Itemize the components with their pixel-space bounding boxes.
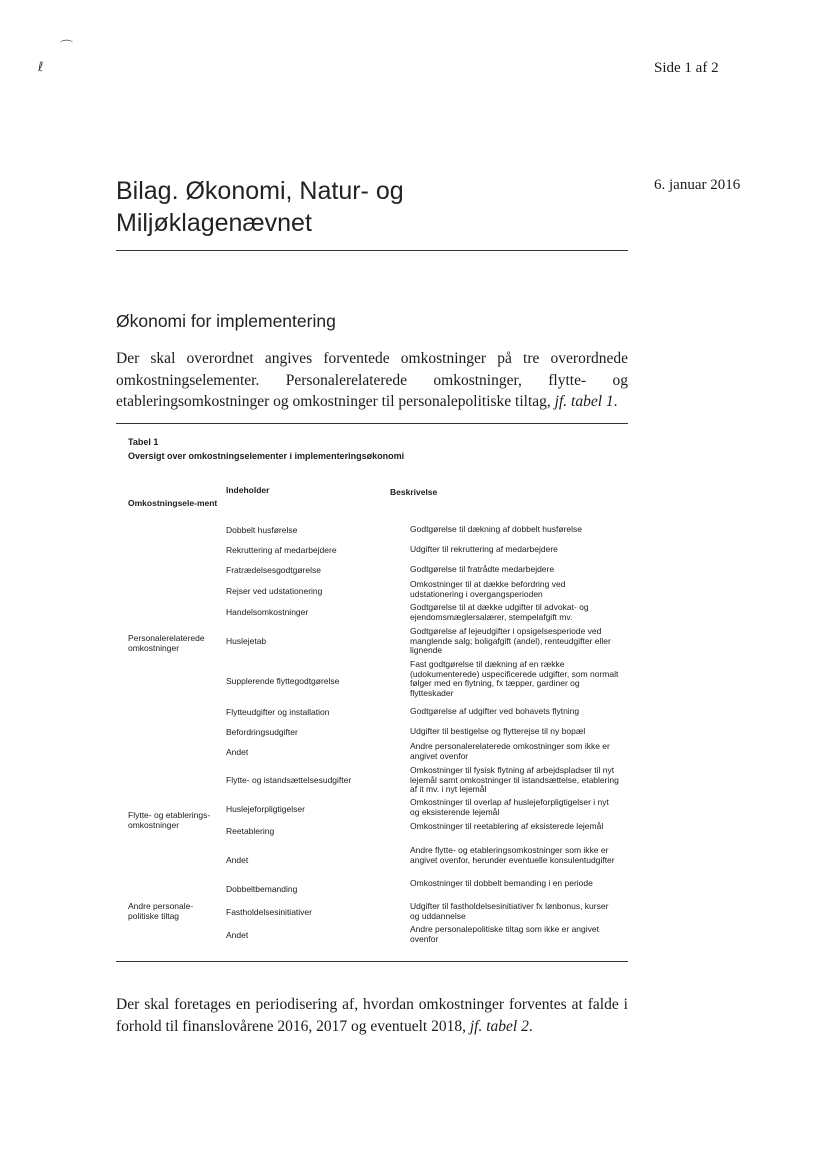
table-label: Tabel 1 bbox=[128, 437, 159, 447]
table-row-item: Dobbeltbemanding bbox=[226, 884, 298, 894]
group-label: Personalerelaterede omkostninger bbox=[128, 633, 205, 653]
table-row-item: Fastholdelsesinitiativer bbox=[226, 907, 312, 917]
intro-text: Der skal overordnet angives forventede omkostninger på tre overordnede omkostningselementer. Personalerelaterede omkostninger, flytte- og etableringsomkostninger og omkostninger til personalepolitiske tiltag, bbox=[116, 350, 628, 410]
divider bbox=[116, 250, 628, 251]
table-row-description: Godtgørelse til at dække udgifter til advokat- og ejendomsmæglersalærer, stempelafgift mv. bbox=[410, 602, 589, 622]
table-row-item: Huslejetab bbox=[226, 636, 267, 646]
outro-paragraph: Der skal foretages en periodisering af, hvordan omkostninger forventes at falde i forhold til finanslovårene 2016, 2017 og eventuelt 2018, jf. tabel 2. bbox=[116, 996, 628, 1035]
table-row-item: Reetablering bbox=[226, 826, 275, 836]
table-row-item: Rejser ved udstationering bbox=[226, 586, 323, 596]
column-header-cost-element: Omkostningsele-ment bbox=[128, 498, 218, 508]
table-row-item: Handelsomkostninger bbox=[226, 607, 309, 617]
table-caption: Oversigt over omkostningselementer i implementeringsøkonomi bbox=[128, 451, 405, 461]
scan-mark-top: ⌒ bbox=[60, 40, 74, 55]
table-row-item: Andet bbox=[226, 747, 249, 757]
table-top-rule bbox=[116, 423, 628, 424]
table-row-item: Supplerende flyttegodtgørelse bbox=[226, 676, 340, 686]
table-row-description: Omkostninger til overlap af huslejeforpligtigelser i nyt og eksisterende lejemål bbox=[410, 797, 609, 817]
page-title: Bilag. Økonomi, Natur- og Miljøklagenævnet bbox=[116, 177, 404, 237]
table-row-item: Befordringsudgifter bbox=[226, 727, 298, 737]
table-row-description: Udgifter til bestigelse og flytterejse til ny bopæl bbox=[410, 726, 586, 736]
table-row-description: Godtgørelse af udgifter ved bohavets flytning bbox=[410, 706, 580, 716]
table-row-description: Andre personalerelaterede omkostninger som ikke er angivet ovenfor bbox=[410, 741, 610, 761]
table-row-item: Flytteudgifter og installation bbox=[226, 707, 330, 717]
table-row-item: Dobbelt husførelse bbox=[226, 525, 298, 535]
table-row-item: Andet bbox=[226, 930, 249, 940]
page-number: Side 1 af 2 bbox=[654, 60, 719, 76]
table-row-item: Huslejeforpligtigelser bbox=[226, 804, 305, 814]
outro-reference: jf. tabel 2 bbox=[469, 1017, 529, 1035]
table-row-item: Andet bbox=[226, 855, 249, 865]
scan-mark-left: ℓ bbox=[38, 60, 44, 75]
intro-reference: jf. tabel 1 bbox=[554, 393, 614, 410]
group-label: Andre personale-politiske tiltag bbox=[128, 901, 194, 921]
intro-paragraph: Der skal overordnet angives forventede omkostninger på tre overordnede omkostningselementer. Personalerelaterede omkostninger, flytte- og etableringsomkostninger og omkostninger til personalepolitiske tiltag, jf. tabel 1. bbox=[116, 350, 628, 410]
document-date: 6. januar 2016 bbox=[654, 177, 741, 193]
table-row-item: Rekruttering af medarbejdere bbox=[226, 545, 337, 555]
column-header-contains: Indeholder bbox=[226, 485, 270, 495]
table-row-description: Omkostninger til reetablering af eksisterede lejemål bbox=[410, 821, 604, 831]
table-row-description: Fast godtgørelse til dækning af en række (udokumenterede) uspecificerede udgifter, som normalt følger med en flytning, fx tæpper, gardiner og flytteskader bbox=[410, 659, 619, 698]
outro-text: Der skal foretages en periodisering af, hvordan omkostninger forventes at falde i forhold til finanslovårene 2016, 2017 og eventuelt 2018, bbox=[116, 996, 628, 1035]
section-heading: Økonomi for implementering bbox=[116, 311, 336, 331]
table-row-description: Udgifter til rekruttering af medarbejdere bbox=[410, 544, 558, 554]
group-label: Flytte- og etablerings-omkostninger bbox=[128, 810, 211, 830]
column-header-description: Beskrivelse bbox=[390, 487, 438, 497]
table-row-description: Omkostninger til dobbelt bemanding i en periode bbox=[410, 878, 593, 888]
table-row-description: Andre flytte- og etableringsomkostninger som ikke er angivet ovenfor, herunder eventuelle konsulentudgifter bbox=[410, 845, 615, 865]
table-bottom-rule bbox=[116, 961, 628, 962]
table-row-description: Omkostninger til fysisk flytning af arbejdspladser til nyt lejemål samt omkostninger til istandsættelse, etablering af it mv. i nyt lejemål bbox=[410, 765, 619, 794]
table-row-item: Fratrædelsesgodtgørelse bbox=[226, 565, 321, 575]
table-row-description: Omkostninger til at dække befordring ved udstationering i overgangsperioden bbox=[410, 579, 566, 599]
table-row-item: Flytte- og istandsættelsesudgifter bbox=[226, 775, 352, 785]
table-row-description: Godtgørelse til fratrådte medarbejdere bbox=[410, 564, 555, 574]
table-row-description: Godtgørelse af lejeudgifter i opsigelsesperiode ved manglende salg; boligafgift (andel), renteudgifter eller lignende bbox=[410, 626, 611, 655]
table-row-description: Udgifter til fastholdelsesinitiativer fx lønbonus, kurser og uddannelse bbox=[410, 901, 609, 921]
table-row-description: Godtgørelse til dækning af dobbelt husførelse bbox=[410, 524, 582, 534]
table-row-description: Andre personalepolitiske tiltag som ikke er angivet ovenfor bbox=[410, 924, 599, 944]
